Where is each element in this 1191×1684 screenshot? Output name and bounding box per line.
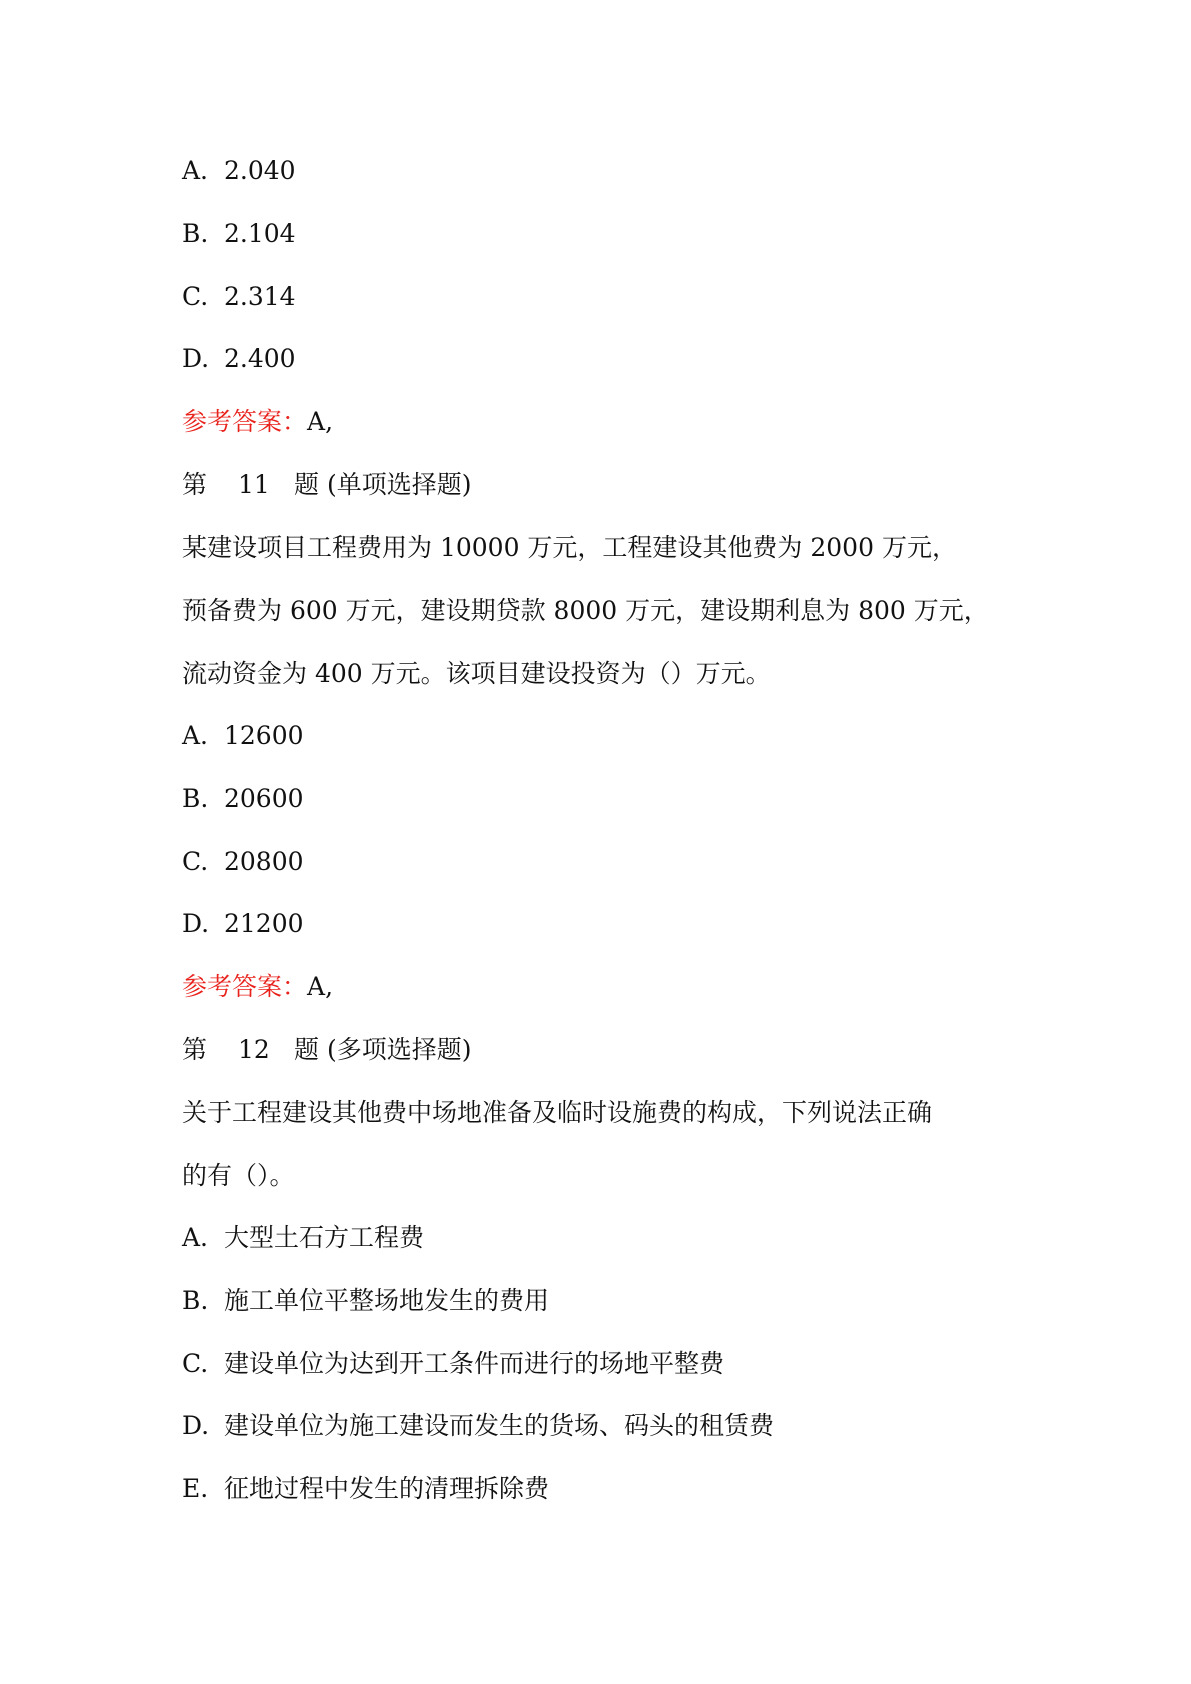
option-text: 2.040 — [224, 156, 296, 185]
option-text: 2.104 — [224, 219, 296, 248]
answer-label: 参考答案： — [182, 972, 308, 1001]
q12-stem-line-2: 的有（）。 — [182, 1161, 295, 1190]
q12-option-e — [182, 1472, 549, 1506]
heading-ti: 题 — [294, 1035, 320, 1064]
heading-di: 第 — [182, 1035, 208, 1064]
option-text: 建设单位为达到开工条件而进行的场地平整费 — [224, 1349, 725, 1378]
option-text: 12600 — [224, 721, 304, 750]
question-type: (单项选择题) — [326, 470, 472, 499]
heading-di: 第 — [182, 470, 208, 499]
q12-heading — [182, 1033, 471, 1067]
q11-heading — [182, 468, 471, 502]
q11-option-b — [182, 782, 304, 816]
q12-option-d — [182, 1409, 774, 1443]
q11-stem-line-3: 流动资金为 400 万元。该项目建设投资为（）万元。 — [182, 659, 771, 688]
option-letter: A. — [182, 721, 209, 750]
q11-stem-line-1: 某建设项目工程费用为 10000 万元，工程建设其他费为 2000 万元， — [182, 533, 957, 562]
q10-answer — [182, 405, 333, 439]
option-letter: E. — [182, 1474, 209, 1503]
option-letter: D. — [182, 909, 210, 938]
q12-stem-line-1: 关于工程建设其他费中场地准备及临时设施费的构成，下列说法正确 — [182, 1098, 933, 1127]
option-letter: C. — [182, 1349, 209, 1378]
option-text: 2.400 — [224, 344, 296, 373]
option-letter: D. — [182, 1411, 210, 1440]
q11-option-d — [182, 907, 304, 941]
q11-option-c — [182, 845, 304, 879]
option-text: 21200 — [224, 909, 304, 938]
option-letter: D. — [182, 344, 210, 373]
heading-ti: 题 — [294, 470, 320, 499]
q10-option-b — [182, 217, 296, 251]
q12-option-b — [182, 1284, 549, 1318]
q12-option-c — [182, 1347, 724, 1381]
option-letter: B. — [182, 219, 209, 248]
option-text: 建设单位为施工建设而发生的货场、码头的租赁费 — [224, 1411, 775, 1440]
option-letter: A. — [182, 156, 209, 185]
heading-number: 11 — [238, 470, 270, 499]
option-letter: B. — [182, 784, 209, 813]
option-text: 20600 — [224, 784, 304, 813]
answer-label: 参考答案： — [182, 407, 308, 436]
q10-option-d — [182, 342, 296, 376]
q10-option-a — [182, 154, 296, 188]
q11-option-a — [182, 719, 304, 753]
q11-stem-line-2: 预备费为 600 万元，建设期贷款 8000 万元，建设期利息为 800 万元， — [182, 596, 989, 625]
option-letter: C. — [182, 847, 209, 876]
option-letter: A. — [182, 1223, 209, 1252]
option-letter: B. — [182, 1286, 209, 1315]
q12-option-a — [182, 1221, 424, 1255]
option-text: 征地过程中发生的清理拆除费 — [224, 1474, 550, 1503]
answer-value: A, — [307, 407, 334, 436]
heading-number: 12 — [238, 1035, 270, 1064]
option-text: 20800 — [224, 847, 304, 876]
option-text: 施工单位平整场地发生的费用 — [224, 1286, 550, 1315]
option-text: 大型土石方工程费 — [224, 1223, 425, 1252]
q10-option-c — [182, 280, 296, 314]
q11-answer — [182, 970, 333, 1004]
question-type: (多项选择题) — [326, 1035, 472, 1064]
option-letter: C. — [182, 282, 209, 311]
option-text: 2.314 — [224, 282, 296, 311]
answer-value: A, — [307, 972, 334, 1001]
